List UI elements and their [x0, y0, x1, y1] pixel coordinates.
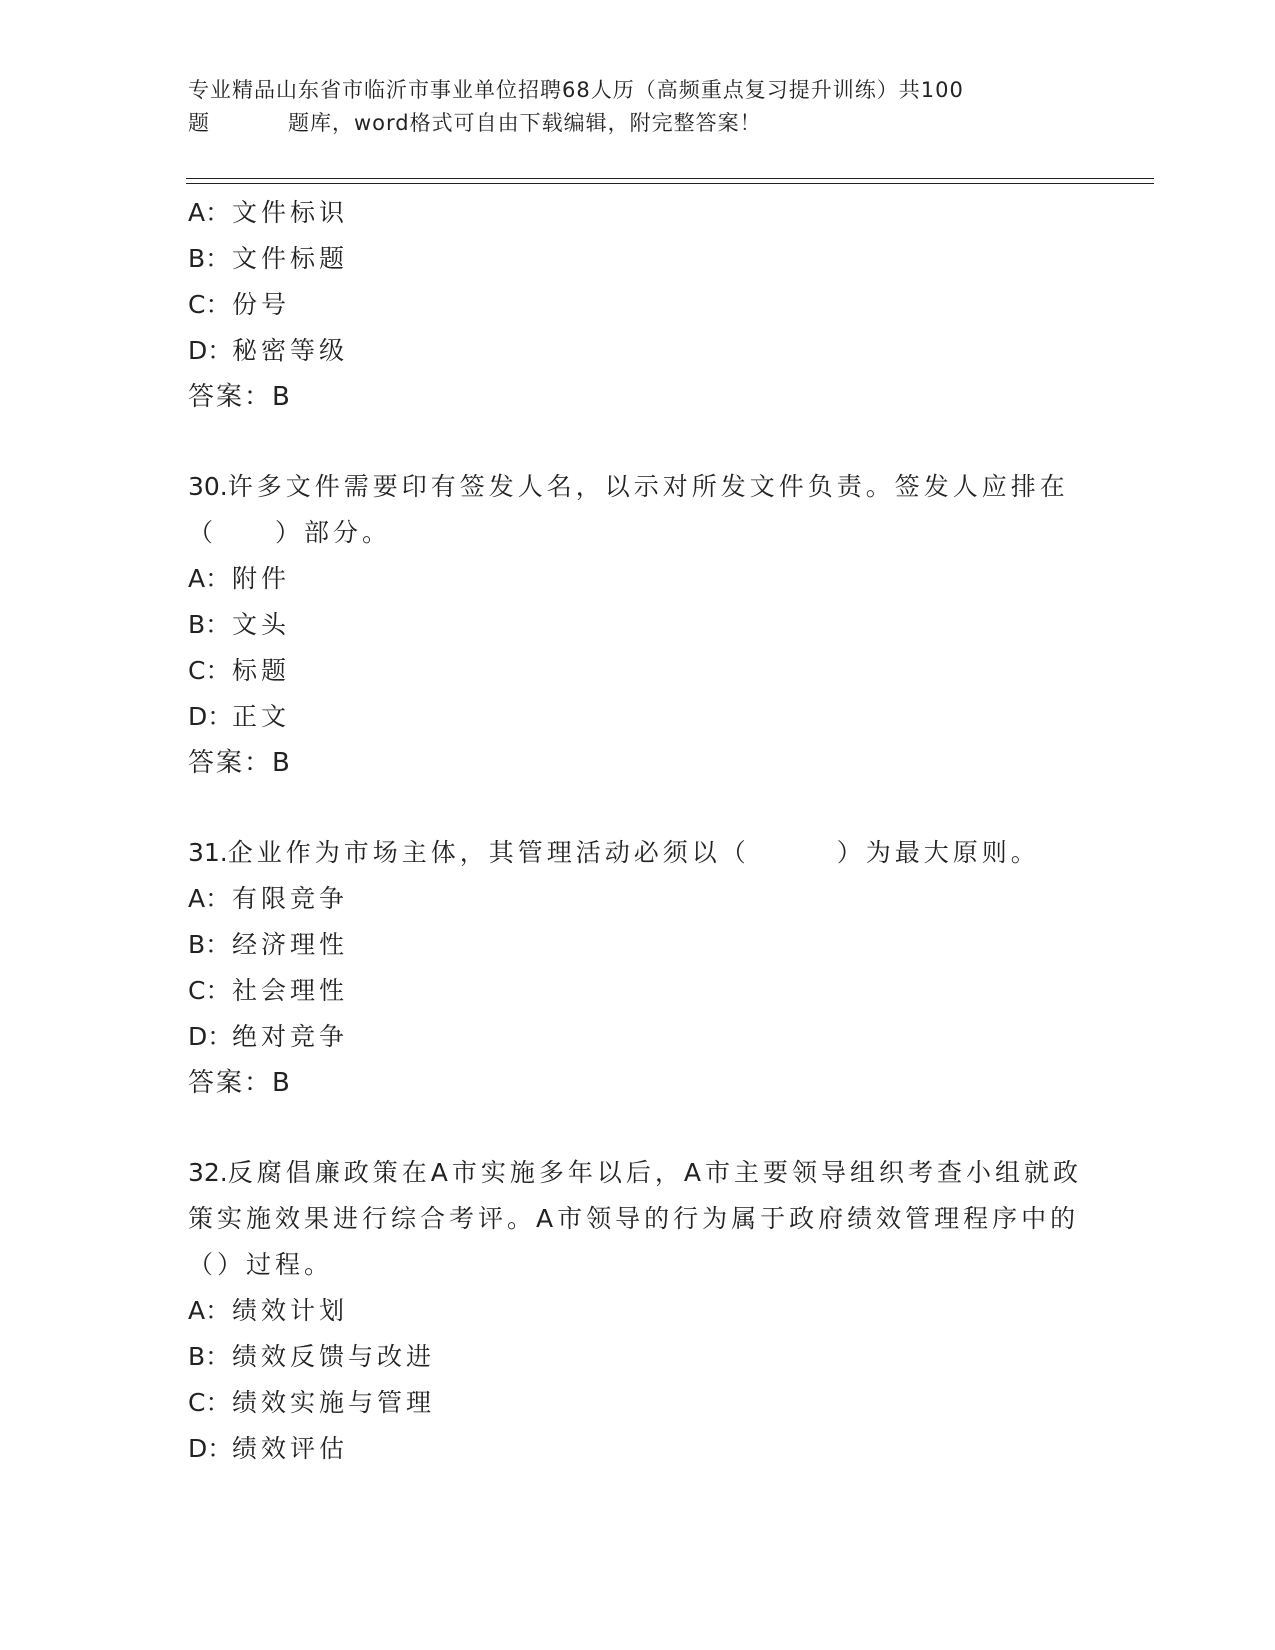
document-header [188, 74, 1088, 140]
option-b: B：经济理性 [188, 930, 349, 959]
header-divider-top [186, 178, 1154, 179]
option-b: B：文件标题 [188, 244, 349, 273]
option-b: B：绩效反馈与改进 [188, 1342, 436, 1371]
option-d: D：秘密等级 [188, 336, 349, 365]
header-divider-bottom [186, 183, 1154, 184]
option-c: C：标题 [188, 656, 291, 685]
option-c: C：绩效实施与管理 [188, 1388, 436, 1417]
question-32 [188, 1150, 1088, 1472]
question-stem: 31.企业作为市场主体，其管理活动必须以（ ）为最大原则。 [188, 838, 1040, 867]
question-stem: 30.许多文件需要印有签发人名，以示对所发文件负责。签发人应排在（ ）部分。 [188, 472, 1069, 547]
question-30 [188, 464, 1088, 786]
header-title-line-2 [188, 107, 1088, 140]
answer-line: 答案：B [188, 748, 292, 778]
question-stem: 32.反腐倡廉政策在A市实施多年以后，A市主要领导组织考查小组就政策实施效果进行综合考评。A市领导的行为属于政府绩效管理程序中的（）过程。 [188, 1158, 1082, 1279]
header-title-line-2-rest: 题库，word格式可自由下载编辑，附完整答案！ [288, 111, 762, 135]
header-title-line-1: 专业精品山东省市临沂市事业单位招聘68人历（高频重点复习提升训练）共100 [188, 78, 964, 102]
question-31 [188, 830, 1088, 1106]
option-a: A：附件 [188, 564, 291, 593]
option-c: C：份号 [188, 290, 291, 319]
answer-line: 答案：B [188, 1068, 292, 1098]
header-title-line-2-lead: 题 [188, 111, 210, 135]
answer-line: 答案：B [188, 382, 292, 412]
option-d: D：正文 [188, 702, 291, 731]
option-b: B：文头 [188, 610, 291, 639]
option-d: D：绝对竞争 [188, 1022, 349, 1051]
option-a: A：绩效计划 [188, 1296, 349, 1325]
question-list [188, 190, 1088, 1472]
option-c: C：社会理性 [188, 976, 349, 1005]
option-a: A：文件标识 [188, 198, 349, 227]
option-d: D：绩效评估 [188, 1434, 349, 1463]
option-a: A：有限竞争 [188, 884, 349, 913]
question-carryover [188, 190, 1088, 420]
